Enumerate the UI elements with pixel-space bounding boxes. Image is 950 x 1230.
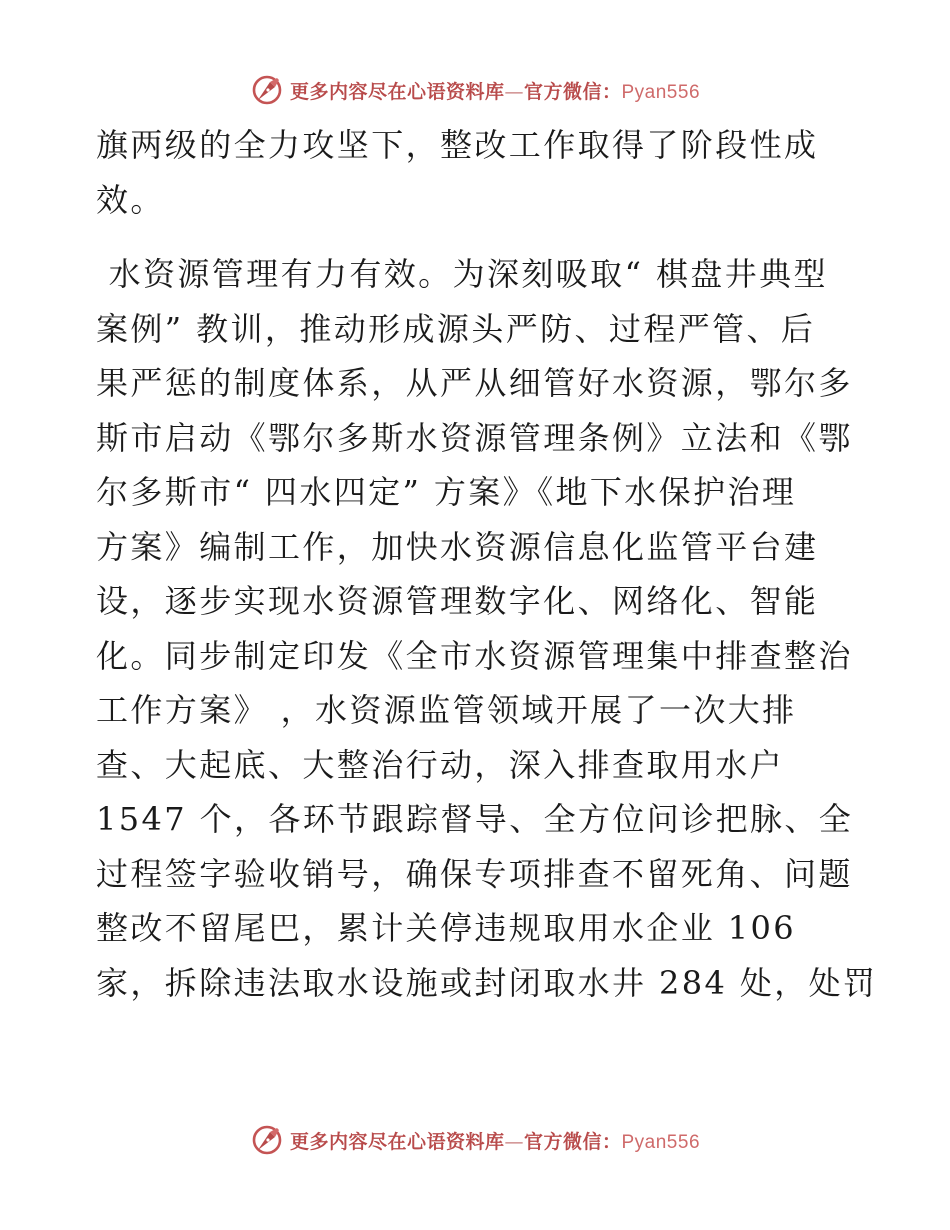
pen-nib-logo-icon bbox=[250, 1123, 284, 1157]
text-line: 设，逐步实现水资源管理数字化、网络化、智能 bbox=[96, 582, 819, 620]
watermark-label: 官方微信： bbox=[523, 80, 622, 103]
text-line: 工作方案》 ，水资源监管领域开展了一次大排 bbox=[96, 691, 797, 729]
watermark-separator: — bbox=[504, 80, 524, 103]
text-line: 过程签字验收销号，确保专项排查不留死角、问题 bbox=[96, 854, 853, 893]
watermark-separator: — bbox=[504, 1130, 524, 1153]
footer-watermark bbox=[0, 1120, 950, 1160]
text-line: 效。 bbox=[96, 180, 165, 219]
header-watermark bbox=[0, 70, 950, 110]
pen-nib-logo-icon bbox=[250, 73, 284, 107]
text-line: 水资源管理有力有效。为深刻吸取“ 棋盘井典型 bbox=[96, 255, 828, 293]
paragraph-1 bbox=[96, 118, 856, 227]
watermark-brand: 更多内容尽在心语资料库 bbox=[289, 1130, 505, 1153]
paragraph-2 bbox=[96, 247, 878, 1010]
text-line: 尔多斯市“ 四水四定” 方案》《地下水保护治理 bbox=[96, 473, 797, 511]
text-line: 家，拆除违法取水设施或封闭取水井 284 处，处罚 bbox=[96, 963, 878, 1002]
text-line: 查、大起底、大整治行动，深入排查取用水户 bbox=[96, 745, 785, 784]
document-body bbox=[96, 118, 878, 1010]
watermark-wechat-id: Pyan556 bbox=[621, 1131, 701, 1153]
text-line: 旗两级的全力攻坚下，整改工作取得了阶段性成 bbox=[96, 126, 819, 164]
text-line: 果严惩的制度体系，从严从细管好水资源，鄂尔多 bbox=[96, 364, 853, 402]
watermark-brand: 更多内容尽在心语资料库 bbox=[289, 80, 505, 103]
text-line: 化。同步制定印发《全市水资源管理集中排查整治 bbox=[96, 636, 853, 675]
watermark-wechat-id: Pyan556 bbox=[621, 81, 701, 103]
text-line: 整改不留尾巴，累计关停违规取用水企业 106 bbox=[96, 909, 797, 947]
text-line: 方案》编制工作，加快水资源信息化监管平台建 bbox=[96, 527, 819, 566]
text-line: 案例” 教训，推动形成源头严防、过程严管、后 bbox=[96, 309, 816, 348]
watermark-label: 官方微信： bbox=[523, 1130, 622, 1153]
text-line: 斯市启动《鄂尔多斯水资源管理条例》立法和《鄂 bbox=[96, 418, 853, 457]
text-line: 1547 个，各环节跟踪督导、全方位问诊把脉、全 bbox=[96, 800, 854, 838]
